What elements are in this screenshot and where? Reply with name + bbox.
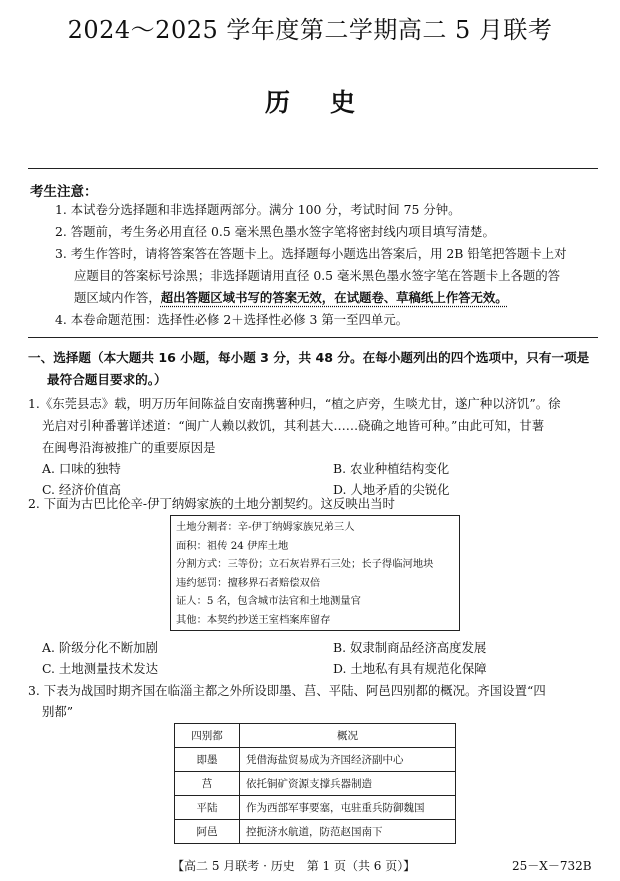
table-row (175, 748, 456, 772)
q3-table (174, 723, 456, 844)
table-cell: 控扼济水航道，防范赵国南下 (240, 820, 456, 844)
table-row (175, 772, 456, 796)
q3-stem-line2: 别都” (42, 704, 74, 719)
section-heading-line2: 最符合题目要求的。） (47, 372, 167, 387)
table-cell: 即墨 (175, 748, 240, 772)
q1-option-d[interactable]: D. 人地矛盾的尖锐化 (333, 482, 450, 497)
q2-option-b[interactable]: B. 奴隶制商品经济高度发展 (333, 640, 487, 655)
notice-warning: 超出答题区域书写的答案无效，在试题卷、草稿纸上作答无效。 (160, 290, 508, 305)
notice-heading: 考生注意： (30, 184, 98, 200)
table-cell: 莒 (175, 772, 240, 796)
table-cell: 作为西部军事要塞，屯驻重兵防御魏国 (240, 796, 456, 820)
q1-stem-line2: 光启对引种番薯详述道：“闽广人赖以救饥，其利甚大……硗确之地皆可种。”由此可知，甘薯 (42, 418, 545, 433)
table-header-cell: 概况 (240, 724, 456, 748)
divider-bottom (28, 337, 598, 338)
table-cell: 凭借海盐贸易成为齐国经济副中心 (240, 748, 456, 772)
q2-option-d[interactable]: D. 土地私有具有规范化保障 (333, 661, 487, 676)
contract-line: 其他：本契约抄送王室档案库留存 (176, 613, 331, 626)
notice-item-1: 1. 本试卷分选择题和非选择题两部分。满分 100 分，考试时间 75 分钟。 (55, 202, 461, 217)
notice-item-3-prefix: 题区域内作答， (74, 290, 161, 305)
contract-line: 证人：5 名，包含城市法官和土地测量官 (176, 595, 361, 608)
table-row (175, 796, 456, 820)
table-cell: 平陆 (175, 796, 240, 820)
notice-item-2: 2. 答题前，考生务必用直径 0.5 毫米黑色墨水签字笔将密封线内项目填写清楚。 (55, 224, 495, 239)
contract-line: 违约惩罚：擅移界石者赔偿双倍 (176, 576, 321, 589)
notice-item-3-cont: 应题目的答案标号涂黑；非选择题请用直径 0.5 毫米黑色墨水签字笔在答题卡上各题的答 (74, 268, 561, 283)
q3-stem-line1: 3. 下表为战国时期齐国在临淄主都之外所设即墨、莒、平陆、阿邑四别都的概况。齐国设置“四 (28, 683, 546, 698)
subject-title: 历史 (264, 88, 395, 117)
q1-option-c[interactable]: C. 经济价值高 (42, 482, 121, 497)
q2-stem: 2. 下面为古巴比伦辛-伊丁纳姆家族的土地分割契约。这反映出当时 (28, 496, 395, 511)
section-heading-line1: 一、选择题（本大题共 16 小题，每小题 3 分，共 48 分。在每小题列出的四个选项中，只有一项是 (28, 350, 590, 365)
divider-top (28, 168, 598, 169)
table-cell: 阿邑 (175, 820, 240, 844)
q1-option-b[interactable]: B. 农业种植结构变化 (333, 461, 450, 476)
table-header-row (175, 724, 456, 748)
contract-box (170, 515, 460, 631)
contract-line: 面积：祖传 24 伊库土地 (176, 539, 289, 552)
q1-option-a[interactable]: A. 口味的独特 (42, 461, 121, 476)
notice-item-4: 4. 本卷命题范围：选择性必修 2＋选择性必修 3 第一至四单元。 (55, 312, 409, 327)
q1-stem-line1: 1.《东莞县志》载，明万历年间陈益自安南携薯种归，“植之庐旁，生啖尤甘，遂广种以济饥”。徐 (28, 396, 561, 411)
footer-page-info: 【高二 5 月联考 · 历史 第 1 页（共 6 页）】 (172, 859, 416, 873)
table-row (175, 820, 456, 844)
q2-option-c[interactable]: C. 土地测量技术发达 (42, 661, 159, 676)
q2-option-a[interactable]: A. 阶级分化不断加剧 (42, 640, 158, 655)
table-cell: 依托铜矿资源支撑兵器制造 (240, 772, 456, 796)
footer-code: 25－X－732B (512, 859, 592, 873)
table-header-cell: 四别都 (175, 724, 240, 748)
contract-line: 土地分割者：辛-伊丁纳姆家族兄弟三人 (176, 521, 355, 533)
notice-item-3-last (74, 287, 508, 309)
contract-line: 分割方式：三等份；立石灰岩界石三处；长子得临河地块 (176, 558, 434, 571)
exam-title: 2024～2025 学年度第二学期高二 5 月联考 (67, 16, 553, 44)
q1-stem-line3: 在闽粤沿海被推广的重要原因是 (42, 440, 216, 455)
notice-item-3: 3. 考生作答时，请将答案答在答题卡上。选择题每小题选出答案后，用 2B 铅笔把答题卡上对 (55, 246, 567, 261)
